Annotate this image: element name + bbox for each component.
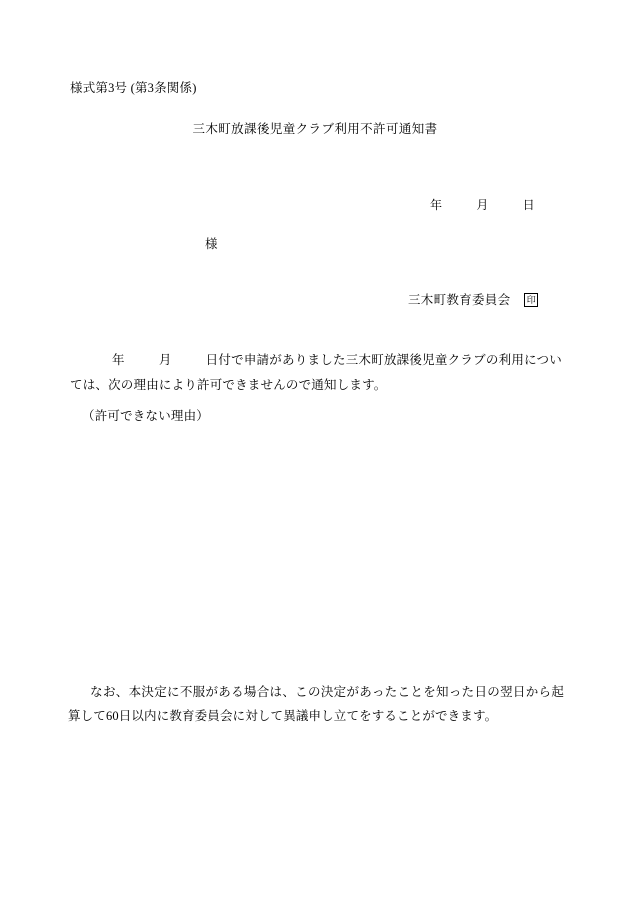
page-title: 三木町放課後児童クラブ利用不許可通知書	[192, 122, 438, 136]
closing-text: なお、本決定に不服がある場合は、この決定があったことを知った日の翌日から起算して60日以内に教育委員会に対して異議申し立てをすることができます。	[68, 685, 564, 724]
closing-paragraph	[68, 680, 564, 729]
reason-entry-area[interactable]	[70, 432, 562, 668]
issuer-name: 三木町教育委員会	[408, 293, 511, 307]
seal-icon: 印	[524, 293, 538, 307]
body-paragraph-text: 日付で申請がありました三木町放課後児童クラブの利用については、次の理由により許可できませんので通知します。	[70, 353, 562, 392]
issue-date-month: 月	[476, 198, 489, 212]
body-block	[70, 348, 562, 398]
application-date-year: 年	[112, 353, 125, 367]
reason-label: （許可できない理由）	[82, 409, 210, 423]
body-paragraph	[70, 348, 562, 398]
issue-date-day: 日	[522, 198, 535, 212]
issue-date-year: 年	[430, 198, 443, 212]
issuer-block	[408, 290, 538, 308]
form-number: 様式第3号 (第3条関係)	[70, 81, 197, 95]
issue-date-line	[430, 196, 535, 213]
addressee-honorific: 様	[205, 237, 218, 251]
application-date-month: 月	[158, 353, 172, 367]
